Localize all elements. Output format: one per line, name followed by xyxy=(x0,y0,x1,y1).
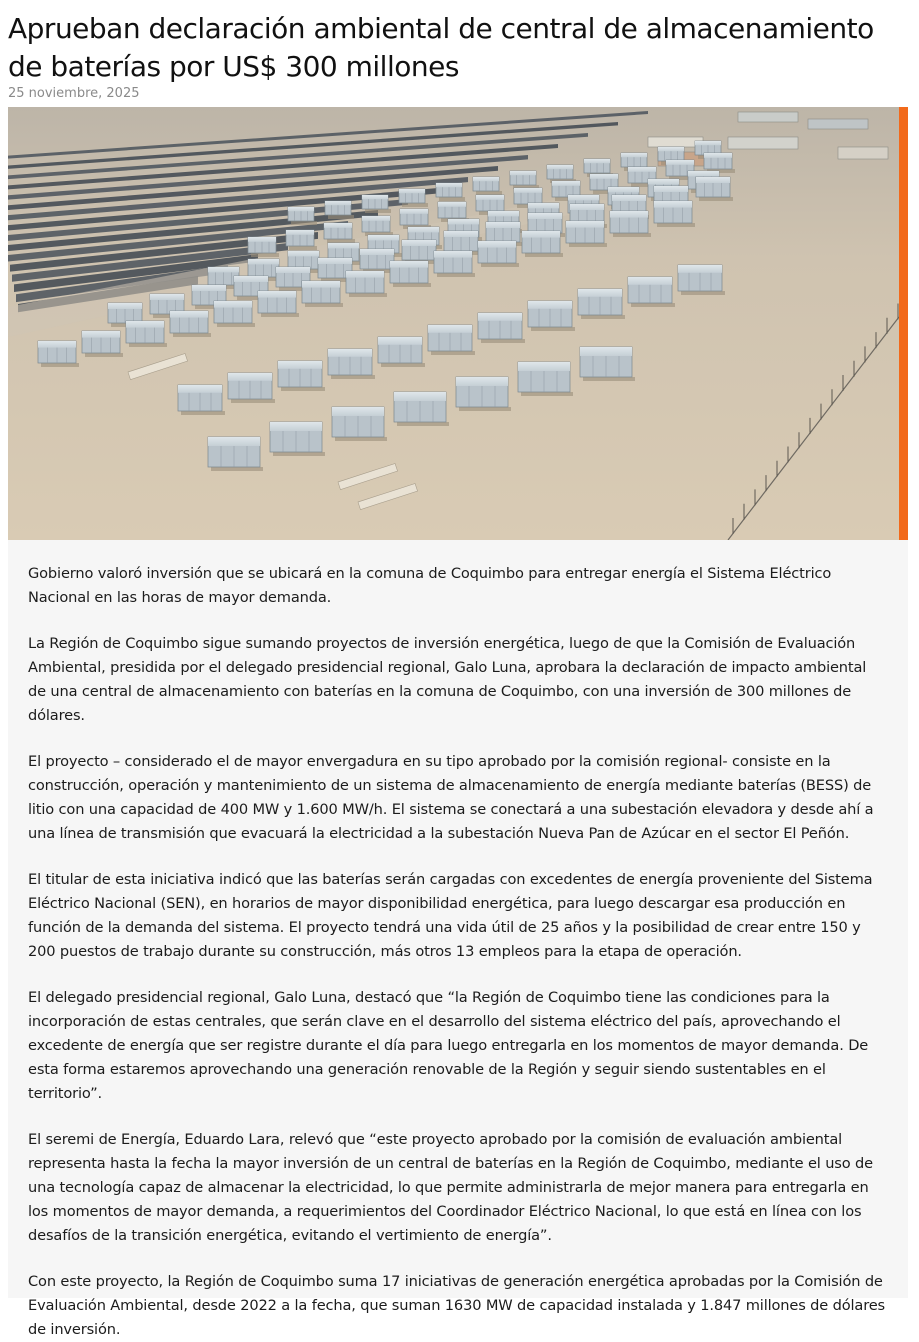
article-body xyxy=(8,540,908,1338)
article-hero-image xyxy=(8,107,899,540)
article-paragraph: El proyecto – considerado el de mayor envergadura en su tipo aprobado por la comisión regional- consiste en la construcción, operación y mantenimiento de un sistema de almacenamiento de energía mediante baterías (BESS) de litio con una capacidad de 400 MW y 1.600 MW/h. El sistema se conectará a una subestación elevadora y desde ahí a una línea de transmisión que evacuará la electricidad a la subestación Nueva Pan de Azúcar en el sector El Peñón. xyxy=(28,753,874,842)
article-paragraph: El titular de esta iniciativa indicó que las baterías serán cargadas con excedentes de energía proveniente del Sistema Eléctrico Nacional (SEN), en horarios de mayor disponibilidad energética, para luego descargar esa producción en función de la demanda del sistema. El proyecto tendrá una vida útil de 25 años y la posibilidad de crear entre 150 y 200 puestos de trabajo durante su construcción, más otros 13 empleos para la etapa de operación. xyxy=(28,871,873,960)
article-paragraph: El delegado presidencial regional, Galo Luna, destacó que “la Región de Coquimbo tiene las condiciones para la incorporación de estas centrales, que serán clave en el desarrollo del sistema eléctrico del país, aprovechando el excedente de energía que ser registre durante el día para luego entregarla en los momentos de mayor demanda. De esta forma estaremos aprovechando una generación renovable de la Región y seguir siendo sustentables en el territorio”. xyxy=(28,989,869,1102)
article-title: Aprueban declaración ambiental de central de almacenamiento de baterías por US$ 300 millones xyxy=(8,12,874,83)
article-lead: Gobierno valoró inversión que se ubicará en la comuna de Coquimbo para entregar energía el Sistema Eléctrico Nacional en las horas de mayor demanda. xyxy=(28,565,832,606)
article-date: 25 noviembre, 2025 xyxy=(8,86,140,101)
battery-storage-plant-illustration xyxy=(8,107,899,540)
article-paragraph: El seremi de Energía, Eduardo Lara, relevó que “este proyecto aprobado por la comisión de evaluación ambiental representa hasta la fecha la mayor inversión de un central de baterías en la Región de Coquimbo, mediante el uso de una tecnología capaz de almacenar la electricidad, lo que permite administrarla de mejor manera para entregarla en los momentos de mayor demanda, a requerimientos del Coordinador Eléctrico Nacional, lo que está en línea con los desafíos de la transición energética, evitando el vertimiento de energía”. xyxy=(28,1131,873,1244)
article-paragraph: Con este proyecto, la Región de Coquimbo suma 17 iniciativas de generación energética aprobadas por la Comisión de Evaluación Ambiental, desde 2022 a la fecha, que suman 1630 MW de capacidad instalada y 1.847 millones de dólares de inversión. xyxy=(28,1273,886,1338)
article-paragraph: La Región de Coquimbo sigue sumando proyectos de inversión energética, luego de que la Comisión de Evaluación Ambiental, presidida por el delegado presidencial regional, Galo Luna, aprobara la declaración de impacto ambiental de una central de almacenamiento con baterías en la comuna de Coquimbo, con una inversión de 300 millones de dólares. xyxy=(28,635,867,724)
accent-bar xyxy=(899,107,908,542)
